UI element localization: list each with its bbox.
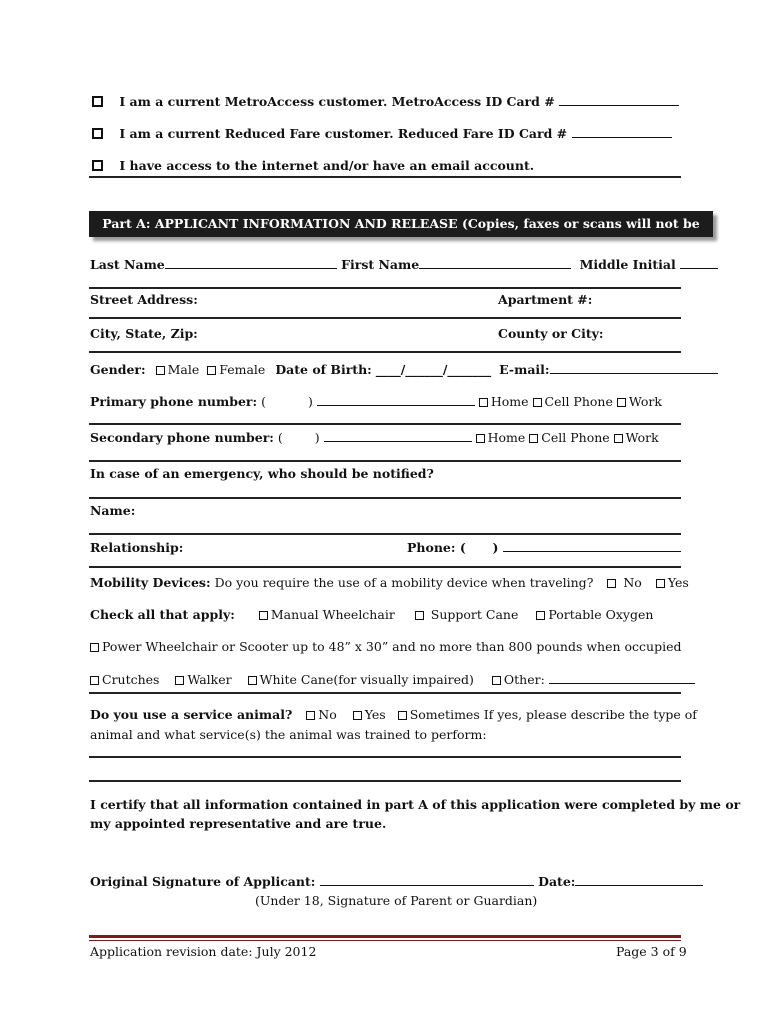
divider (89, 317, 681, 319)
other-label: Other: (503, 672, 545, 687)
area-code-close: ) (314, 430, 320, 445)
signature-label: Original Signature of Applicant: (90, 874, 316, 889)
mobility-label: Mobility Devices: (90, 575, 211, 590)
mobility-no-checkbox[interactable] (607, 579, 616, 588)
page-number: Page 3 of 9 (616, 944, 687, 959)
divider (89, 566, 681, 568)
emergency-phone-label: Phone: ( (407, 540, 466, 555)
gender-label: Gender: (90, 362, 146, 377)
primary-phone-label: Primary phone number: (90, 394, 258, 409)
support-cane-label: Support Cane (430, 607, 519, 622)
signature-row (90, 874, 703, 889)
emergency-name-label: Name: (90, 503, 136, 518)
secondary-phone-field[interactable] (324, 430, 472, 442)
revision-date: Application revision date: July 2012 (90, 944, 317, 959)
cell-label: Cell Phone (541, 430, 610, 445)
crutches-label: Crutches (102, 672, 160, 687)
female-checkbox[interactable] (207, 366, 216, 375)
dob-label: Date of Birth: (275, 362, 372, 377)
metroaccess-checkbox[interactable] (92, 96, 103, 107)
emergency-phone-field[interactable] (503, 540, 681, 552)
service-animal-yes-checkbox[interactable] (353, 711, 362, 720)
portable-oxygen-label: Portable Oxygen (548, 607, 654, 622)
service-animal-sometimes-label: Sometimes If yes, please describe the type of (409, 707, 697, 722)
first-name-field[interactable] (419, 257, 571, 269)
secondary-phone-row (90, 430, 659, 445)
power-wheelchair-checkbox[interactable] (90, 643, 99, 652)
divider (89, 460, 681, 462)
mobility-row (90, 575, 689, 590)
work-label: Work (625, 430, 659, 445)
divider (89, 351, 681, 353)
primary-work-checkbox[interactable] (617, 398, 626, 407)
mobility-yes-label: Yes (667, 575, 689, 590)
service-animal-question: Do you use a service animal? (90, 707, 293, 722)
crutches-checkbox[interactable] (90, 676, 99, 685)
email-field[interactable] (550, 362, 718, 374)
emergency-phone-row (407, 540, 681, 555)
portable-oxygen-checkbox[interactable] (536, 611, 545, 620)
service-animal-line2: animal and what service(s) the animal was trained to perform: (90, 727, 487, 742)
part-a-banner: Part A: APPLICANT INFORMATION AND RELEASE (Copies, faxes or scans will not be accepted) (89, 211, 713, 237)
footer-rule (89, 935, 681, 938)
county-city-label: County or City: (498, 326, 604, 341)
divider (89, 287, 681, 289)
home-label: Home (490, 394, 529, 409)
first-name-label: First Name (341, 257, 420, 272)
service-animal-sometimes-checkbox[interactable] (398, 711, 407, 720)
manual-wheelchair-label: Manual Wheelchair (270, 607, 395, 622)
male-checkbox[interactable] (156, 366, 165, 375)
signature-note: (Under 18, Signature of Parent or Guardian) (255, 893, 538, 908)
secondary-home-checkbox[interactable] (476, 434, 485, 443)
answer-line-1[interactable] (89, 756, 681, 758)
divider (89, 692, 681, 694)
signature-date-label: Date: (538, 874, 576, 889)
secondary-work-checkbox[interactable] (614, 434, 623, 443)
last-name-label: Last Name (90, 257, 165, 272)
answer-line-2[interactable] (89, 780, 681, 782)
divider (89, 423, 681, 425)
mobility-no-label: No (623, 575, 642, 590)
reduced-fare-checkbox[interactable] (92, 128, 103, 139)
certify-line1: I certify that all information contained in part A of this application were completed by me or (90, 797, 741, 812)
other-field[interactable] (549, 672, 695, 684)
walker-label: Walker (187, 672, 232, 687)
email-label: E-mail: (499, 362, 550, 377)
check-all-label: Check all that apply: (90, 607, 235, 622)
home-label: Home (487, 430, 526, 445)
middle-initial-field[interactable] (680, 257, 718, 269)
street-address-label: Street Address: (90, 292, 198, 307)
metroaccess-row (92, 94, 679, 109)
other-checkbox[interactable] (492, 676, 501, 685)
internet-row (92, 158, 534, 173)
walker-checkbox[interactable] (175, 676, 184, 685)
emergency-relationship-label: Relationship: (90, 540, 184, 555)
primary-home-checkbox[interactable] (479, 398, 488, 407)
support-cane-checkbox[interactable] (415, 611, 424, 620)
service-animal-row (90, 707, 697, 722)
apartment-label: Apartment #: (498, 292, 593, 307)
secondary-cell-checkbox[interactable] (529, 434, 538, 443)
primary-cell-checkbox[interactable] (533, 398, 542, 407)
mobility-question: Do you require the use of a mobility device when traveling? (214, 575, 594, 590)
female-label: Female (219, 362, 266, 377)
emergency-question: In case of an emergency, who should be notified? (90, 466, 434, 481)
area-code-close: ) (307, 394, 313, 409)
mobility-yes-checkbox[interactable] (656, 579, 665, 588)
service-animal-no-label: No (318, 707, 337, 722)
area-code-close: ) (492, 540, 499, 555)
middle-initial-label: Middle Initial (579, 257, 676, 272)
cell-label: Cell Phone (544, 394, 613, 409)
metroaccess-id-field[interactable] (559, 94, 679, 106)
reduced-fare-label: I am a current Reduced Fare customer. Reduced Fare ID Card # (119, 126, 568, 141)
signature-field[interactable] (320, 874, 534, 886)
primary-phone-row (90, 394, 662, 409)
footer-rule-thin (89, 940, 681, 941)
dob-field[interactable]: ____/______/_______ (375, 362, 492, 377)
male-label: Male (167, 362, 200, 377)
manual-wheelchair-checkbox[interactable] (259, 611, 268, 620)
certify-line2: my appointed representative and are true. (90, 816, 387, 831)
work-label: Work (628, 394, 662, 409)
check-all-row (90, 607, 653, 622)
divider (89, 497, 681, 499)
name-row (90, 257, 718, 272)
primary-phone-field[interactable] (317, 394, 475, 406)
internet-label: I have access to the internet and/or have an email account. (119, 158, 535, 173)
service-animal-no-checkbox[interactable] (306, 711, 315, 720)
service-animal-yes-label: Yes (364, 707, 386, 722)
power-wheelchair-label: Power Wheelchair or Scooter up to 48” x 30” and no more than 800 pounds when occupied (102, 639, 682, 654)
metroaccess-label: I am a current MetroAccess customer. MetroAccess ID Card # (119, 94, 555, 109)
area-code-open: ( (261, 394, 266, 409)
aids-row (90, 672, 695, 687)
divider (89, 176, 681, 178)
area-code-open: ( (277, 430, 283, 445)
white-cane-checkbox[interactable] (248, 676, 257, 685)
power-wheelchair-row (90, 639, 682, 654)
last-name-field[interactable] (165, 257, 337, 269)
gender-dob-email-row (90, 362, 718, 377)
signature-date-field[interactable] (575, 874, 703, 886)
city-state-zip-label: City, State, Zip: (90, 326, 198, 341)
reduced-fare-id-field[interactable] (572, 126, 672, 138)
divider (89, 533, 681, 535)
secondary-phone-label: Secondary phone number: (90, 430, 274, 445)
internet-checkbox[interactable] (92, 160, 103, 171)
reduced-fare-row (92, 126, 672, 141)
white-cane-label: White Cane(for visually impaired) (259, 672, 474, 687)
